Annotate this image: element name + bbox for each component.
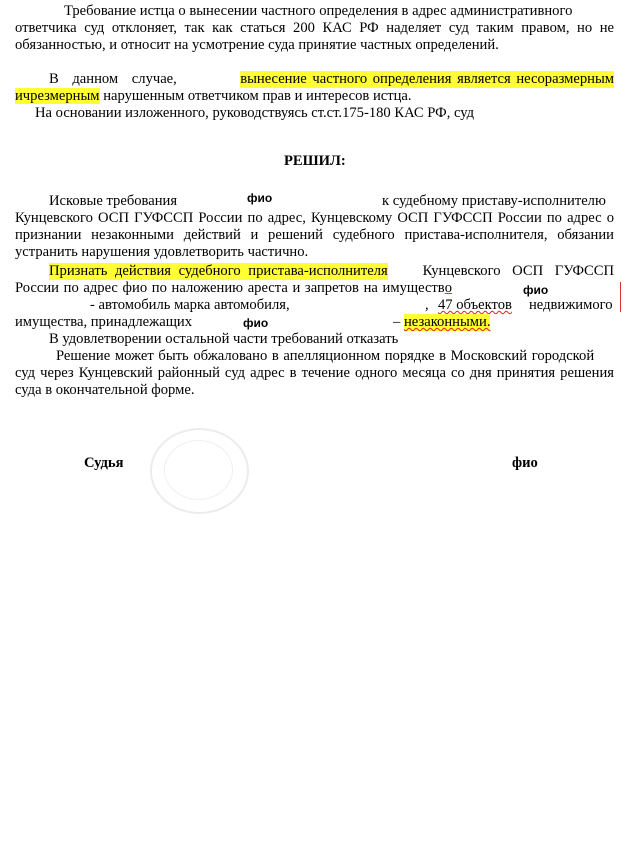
p5-text: Кунцевского ОСП ГУФССП (422, 263, 614, 279)
p2-line-2 (15, 88, 412, 105)
redacted-name: фио (247, 191, 273, 205)
highlight-text: ичрезмерным (15, 88, 100, 104)
p5-text: , (425, 297, 429, 313)
redacted-name: фио (523, 283, 549, 297)
decision-heading: РЕШИЛ: (284, 153, 346, 169)
p5-text: о (444, 280, 452, 296)
highlight-text: незаконными. (404, 314, 491, 330)
highlight-text: Признать действия судебного пристава-исполнителя (49, 263, 388, 279)
p4-line-4: устранить нарушения удовлетворить частично. (15, 244, 309, 260)
p5-line-1 (49, 263, 614, 280)
p5-text: – (393, 314, 401, 330)
signature-name: фио (512, 455, 538, 471)
redacted-name: фио (243, 316, 269, 330)
p5-text: недвижимого (529, 297, 613, 313)
p4-text: к судебному приставу-исполнителю (382, 193, 606, 209)
signature-title: Судья (84, 455, 124, 471)
p1-line-3: обязанностью, и относит на усмотрение суда принятие частных определений. (15, 37, 499, 53)
p4-line-3: признании незаконными действий и решений судебного пристава-исполнителя, обязании (15, 227, 614, 243)
p7-text: Решение может быть обжаловано в апелляционном порядке в Московский городской (56, 348, 595, 364)
p2-line-1 (49, 71, 614, 88)
p7-line-1 (56, 348, 614, 365)
p7-line-2: суд через Кунцевский районный суд адрес в течение одного месяца со дня принятия решения (15, 365, 614, 381)
p7-line-3: суда в окончательной форме. (15, 382, 195, 398)
p2-text: В данном случае, (49, 71, 177, 87)
p1-line-1: Требование истца о вынесении частного определения в адрес административного (64, 3, 573, 19)
p1-line-2: ответчика суд отклоняет, так как статься 200 КАС РФ наделяет суд таким правом, но не (15, 20, 614, 36)
highlight-text: вынесение частного определения является несоразмерным (240, 71, 614, 87)
p5-text: 47 объектов (438, 297, 512, 313)
p2-text: нарушенным ответчиком прав и интересов истца. (103, 88, 412, 104)
p4-text: Исковые требования (49, 193, 178, 209)
p5-text: России по адрес фио по наложению ареста и запретов на имуществ (15, 280, 445, 296)
court-seal-stamp (150, 428, 249, 514)
p5-text: - автомобиль марка автомобиля, (90, 297, 290, 313)
p5-line-2 (15, 280, 452, 297)
p3-line-1: На основании изложенного, руководствуясь ст.ст.175-180 КАС РФ, суд (35, 105, 475, 121)
p5-text: имущества, принадлежащих (15, 314, 193, 330)
margin-mark (620, 282, 621, 312)
p4-line-2: Кунцевского ОСП ГУФССП России по адрес, Кунцевскому ОСП ГУФССП России по адрес о (15, 210, 614, 226)
p6-line-1: В удовлетворении остальной части требований отказать (49, 331, 399, 347)
